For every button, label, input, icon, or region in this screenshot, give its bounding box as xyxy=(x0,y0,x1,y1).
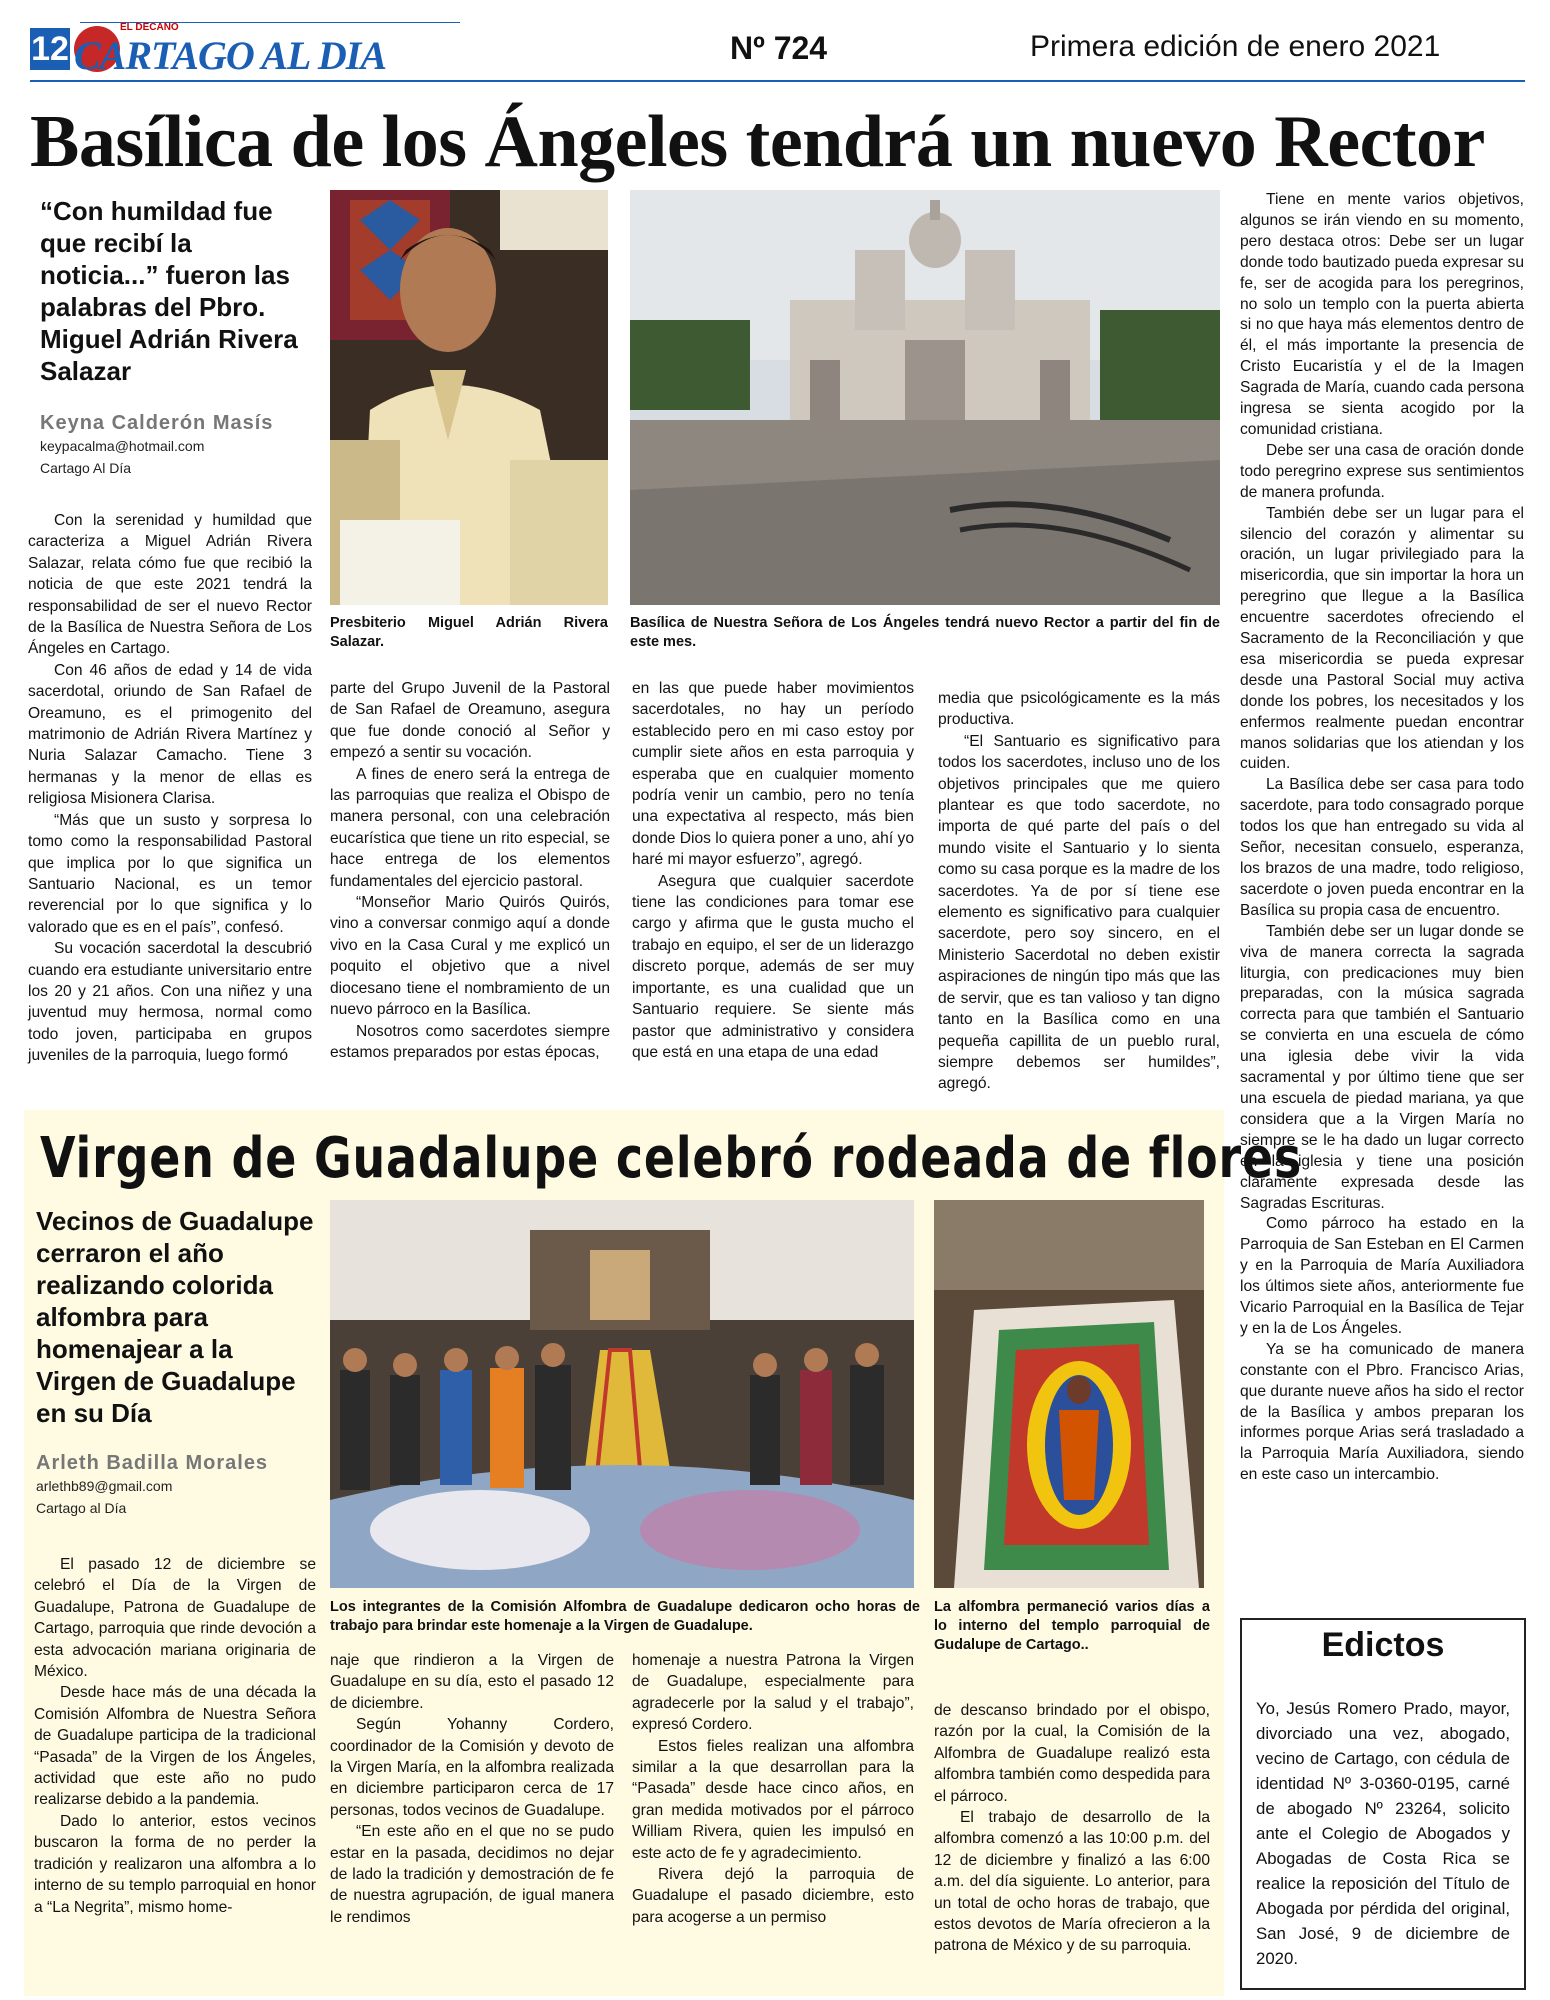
paragraph: “Más que un susto y sorpresa lo tomo como la responsabilidad Pastoral que implica por lo que significa un Santuario Nacional, es un temor reverencial por lo que significa y lo valorado que es en el país”, confesó. xyxy=(28,811,312,936)
paragraph: de descanso brindado por el obispo, razón por la cual, la Comisión de la Alfombra de Guadalupe realizó esta alfombra también como despedida para el párroco. xyxy=(934,1702,1210,1805)
author-outlet: Cartago Al Día xyxy=(40,460,132,476)
paragraph: Tiene en mente varios objetivos, algunos se irán viendo en su momento, pero destaca otros: Debe ser un lugar donde todo bautizado pueda expresar su fe, ser de acogida para los peregrinos, no solo un templo con la puerta abierta si no que haya más elementos dentro de él, el más importante la presencia de Cristo Eucaristía y el de la Imagen Sagrada de María, cuando cada persona ingresa se sienta acogido por la comunidad cristiana. xyxy=(1240,191,1524,438)
article2-column-1 xyxy=(34,1554,316,1918)
article2-column-4 xyxy=(934,1700,1210,1957)
article1-column-5 xyxy=(1240,190,1524,1486)
author-email: arlethb89@gmail.com xyxy=(36,1478,173,1494)
carpet-group-photo xyxy=(330,1200,914,1588)
paragraph: “El Santuario es significativo para todos los sacerdotes, incluso uno de los objetivos principales que me quiero plantear es que todo sacerdote, no importa de qué parte del país o del mundo visite el Santuario y lo sienta como su casa porque es la madre de los sacerdotes. Ya de por sí tiene ese elemento es significativo para cualquier sacerdote, pero soy sincero, en el Ministerio Sacerdotal no deben existir aspiraciones de ningún tipo más que las de servir, que es tan valioso y tan digno tanto en la Basílica como en una pequeña capillita de un pueblo rural, siempre debemos ser humildes”, agregó. xyxy=(938,732,1220,1093)
carpet-closeup-photo xyxy=(934,1200,1204,1588)
paragraph: A fines de enero será la entrega de las parroquias que realiza el Obispo de manera personal, con una celebración eucarística que tiene un rito especial, se hace entrega de los elementos fundamentales del ejercicio pastoral. xyxy=(330,765,610,890)
paragraph: Su vocación sacerdotal la descubrió cuando era estudiante universitario entre los 20 y 21 años. Con una niñez y una juventud muy hermosa, normal como todo joven, participaba en grupos juveniles de la parroquia, luego formó xyxy=(28,940,312,1065)
author-name: Arleth Badilla Morales xyxy=(36,1452,269,1474)
paragraph: Según Yohanny Cordero, coordinador de la Comisión y devoto de la Virgen María, en la alfombra realizada en diciembre participaron cerca de 17 personas, todos vecinos de Guadalupe. xyxy=(330,1716,614,1819)
paragraph: Desde hace más de una década la Comisión Alfombra de Nuestra Señora de Guadalupe participa de la tradicional “Pasada” de la Virgen de los Ángeles, actividad que este año no pudo realizarse debido a la pandemia. xyxy=(34,1684,316,1809)
paragraph: Debe ser una casa de oración donde todo peregrino exprese sus sentimientos de manera profunda. xyxy=(1240,441,1524,501)
paragraph: homenaje a nuestra Patrona la Virgen de Guadalupe, especialmente para agradecerle por la salud y el trabajo”, expresó Cordero. xyxy=(632,1652,914,1734)
article2-column-3 xyxy=(632,1650,914,1928)
paragraph: Como párroco ha estado en la Parroquia de San Esteban en El Carmen y en la Parroquia de María Auxiliadora los últimos siete años, anteriormente fue Vicario Parroquial en la Basílica de Tejar y en la de Los Ángeles. xyxy=(1240,1215,1524,1337)
paragraph: El pasado 12 de diciembre se celebró el Día de la Virgen de Guadalupe, Patrona de Guadalupe de Cartago, parroquia que rinde devoción a esta advocación mariana originaria de México. xyxy=(34,1556,316,1681)
carpet-closeup-photo-caption: La alfombra permaneció varios días a lo interno del templo parroquial de Gudalupe de Cartago.. xyxy=(934,1599,1210,1653)
article2-byline xyxy=(36,1452,316,1519)
article1-column-4 xyxy=(938,688,1220,1095)
article1-column-1 xyxy=(28,510,312,1067)
paragraph: Con 46 años de edad y 14 de vida sacerdotal, oriundo de San Rafael de Oreamuno, es el primogenito del matrimonio de Adrián Rivera Martínez y Nuria Salazar Camacho. Tiene 3 hermanas y la menor de ellas es religiosa Misionera Clarisa. xyxy=(28,661,312,808)
edictos-body: Yo, Jesús Romero Prado, mayor, divorciado una vez, abogado, vecino de Cartago, con cédula de identidad Nº 3-0360-0195, carné de abogado Nº 23264, solicito ante el Colegio de Abogados y Abogadas de Costa Rica se realice la reposición del Título de Abogada por pérdida del original, San José, 9 de diciembre de 2020. xyxy=(1256,1699,1510,1968)
edictos-box xyxy=(1240,1618,1526,1990)
paragraph: El trabajo de desarrollo de la alfombra comenzó a las 10:00 p.m. del 12 de diciembre y finalizó a las 6:00 a.m. del día siguiente. Lo anterior, para un total de ocho horas de trabajo, que estos devotos de María ofrecieron a la patrona de México y de su parroquia. xyxy=(934,1809,1210,1955)
header-rule xyxy=(30,80,1525,82)
priest-photo xyxy=(330,190,608,605)
paragraph: También debe ser un lugar donde se viva de manera correcta la sagrada liturgia, con predicaciones muy bien preparadas, con la música sagrada correcta para que también el Santuario se convierta en una escuela de cómo una iglesia debe vivir la vida sacramental y por último tiene que ser una escuela de piedad mariana, ya que considera que a la Virgen María no siempre se le ha dado un lugar correcto en la iglesia y tiene una posición claramente expresada desde las Sagradas Escrituras. xyxy=(1240,922,1524,1212)
priest-photo-caption: Presbiterio Miguel Adrián Rivera Salazar. xyxy=(330,615,608,650)
newspaper-logo xyxy=(74,22,386,78)
author-outlet: Cartago al Día xyxy=(36,1500,127,1516)
author-name: Keyna Calderón Masís xyxy=(40,412,274,434)
paragraph: Rivera dejó la parroquia de Guadalupe el pasado diciembre, esto para acogerse a un permiso xyxy=(632,1866,914,1926)
paragraph: “En este año en el que no se pudo estar en la pasada, decidimos no dejar de lado la tradición y demostración de fe de nuestra agrupación, de igual manera le rendimos xyxy=(330,1823,614,1926)
paragraph: Con la serenidad y humildad que caracteriza a Miguel Adrián Rivera Salazar, relata cómo fue que recibió la noticia de que este 2021 tendrá la responsabilidad de ser el nuevo Rector de la Basílica de Nuestra Señora de Los Ángeles en Cartago. xyxy=(28,512,312,658)
paragraph: Estos fieles realizan una alfombra similar a la que desarrollan para la “Pasada” desde hace cinco años, en gran medida motivados por el párroco William Rivera, quien les impulsó en este acto de fe y agradecimiento. xyxy=(632,1737,914,1862)
article1-column-3 xyxy=(632,678,914,1063)
basilica-photo xyxy=(630,190,1220,605)
article1-headline: Basílica de los Ángeles tendrá un nuevo Rector xyxy=(30,101,1485,183)
article1-deck: “Con humildad fue que recibí la noticia...” fueron las palabras del Pbro. Miguel Adrián Rivera Salazar xyxy=(40,196,298,386)
article2-deck: Vecinos de Guadalupe cerraron el año realizando colorida alfombra para homenajear a la Virgen de Guadalupe en su Día xyxy=(36,1206,314,1428)
article2-headline: Virgen de Guadalupe celebró rodeada de flores xyxy=(40,1126,1303,1191)
paragraph: Asegura que cualquier sacerdote tiene las condiciones para tomar ese cargo y afirma que le gusta mucho el trabajo en equipo, el ser de un liderazgo discreto porque, además de ser muy importante, es una cualidad que un Santuario requiere. Se siente más pastor que administrativo y considera que está en una etapa de una edad xyxy=(632,872,914,1061)
edictos-title: Edictos xyxy=(1321,1626,1445,1664)
article2-column-2 xyxy=(330,1650,614,1928)
author-email: keypacalma@hotmail.com xyxy=(40,438,205,454)
paragraph: También debe ser un lugar para el silencio del corazón y alimentar su oración, un lugar privilegiado para la misericordia, que sin importar la hora un peregrino que llegue a la Basílica encuentre sacerdotes ofreciendo el Sacramento de la Reconciliación y que esa misericordia se pueda expresar desde una Pastoral Social muy activa donde los pobres, los necesitados y los enfermos realmente puedan encontrar manos solidarias que los atiendan y los cuiden. xyxy=(1240,504,1524,773)
paragraph: La Basílica debe ser casa para todo sacerdote, para todo consagrado porque todos los que han entregado su vida al Señor, necesitan consuelo, esperanza, los brazos de una madre, todo religioso, sacerdote o joven pueda encontrar en la Basílica su propia casa de encuentro. xyxy=(1240,776,1524,919)
logo-tagline: EL DECANO xyxy=(120,22,179,33)
edition-date: Primera edición de enero 2021 xyxy=(1030,30,1441,63)
logo-wordmark: CARTAGO AL DIA xyxy=(74,33,386,78)
paragraph: media que psicológicamente es la más productiva. xyxy=(938,690,1220,729)
paragraph: parte del Grupo Juvenil de la Pastoral de San Rafael de Oreamuno, asegura que fue donde conoció al Señor y empezó a sentir su vocación. xyxy=(330,680,610,762)
paragraph: Nosotros como sacerdotes siempre estamos preparados por estas épocas, xyxy=(330,1022,610,1061)
carpet-group-photo-caption: Los integrantes de la Comisión Alfombra de Guadalupe dedicaron ocho horas de trabajo para brindar este homenaje a la Virgen de Guadalupe. xyxy=(330,1599,920,1634)
paragraph: en las que puede haber movimientos sacerdotales, no hay un período establecido pero en mi caso estoy por cumplir siete años en esta parroquia y esperaba que en cualquier momento podría venir un cambio, pero no tenía una expectativa al respecto, más bien donde Dios lo quiera poner a uno, ahí yo haré mi mayor esfuerzo”, agregó. xyxy=(632,680,914,869)
issue-number: Nº 724 xyxy=(730,30,828,66)
basilica-photo-caption: Basílica de Nuestra Señora de Los Ángeles tendrá nuevo Rector a partir del fin de este mes. xyxy=(630,615,1220,650)
paragraph: naje que rindieron a la Virgen de Guadalupe en su día, esto el pasado 12 de diciembre. xyxy=(330,1652,614,1712)
paragraph: Dado lo anterior, estos vecinos buscaron la forma de no perder la tradición y realizaron una alfombra a lo interno de su templo parroquial en honor a “La Negrita”, mismo home- xyxy=(34,1812,316,1916)
article1-byline xyxy=(40,412,310,479)
paragraph: Ya se ha comunicado de manera constante con el Pbro. Francisco Arias, que durante nueve años ha sido el rector de la Basílica y ambos preparan los informes porque Arias será trasladado a la Parroquia María Auxiliadora, siendo en este caso un intercambio. xyxy=(1240,1340,1524,1484)
article1-column-2 xyxy=(330,678,610,1063)
page-number: 12 xyxy=(31,30,69,68)
paragraph: “Monseñor Mario Quirós Quirós, vino a conversar conmigo aquí a donde vivo en la Casa Cural y me explicó un poquito el objetivo que a nivel diocesano tiene el nombramiento de un nuevo párroco en la Basílica. xyxy=(330,894,610,1019)
